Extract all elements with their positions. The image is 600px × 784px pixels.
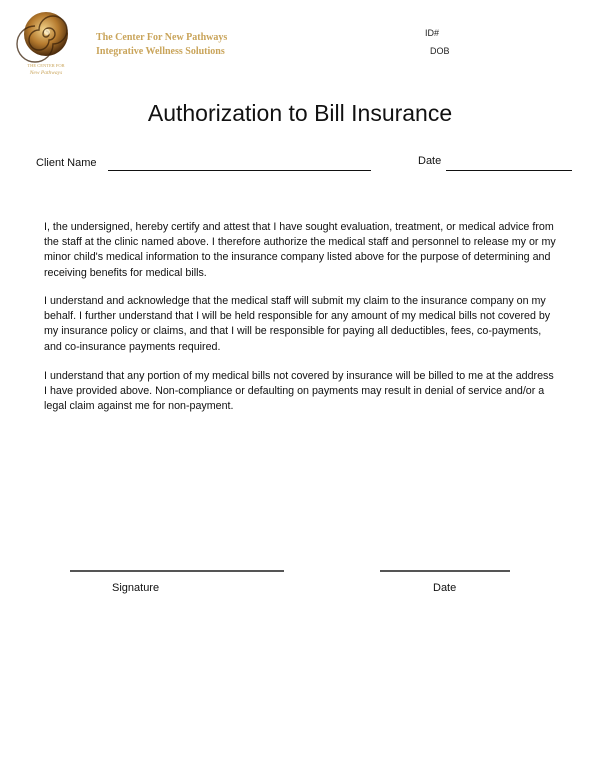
date-label: Date (418, 155, 442, 167)
billing-paragraph: I understand that any portion of my medical bills not covered by insurance will be billed to me at the address I have provided above. Non-compliance or defaulting on payments may result in denial of service and/or a legal claim against me for non-payment. (44, 370, 554, 413)
organization-name (96, 31, 227, 59)
responsibility-paragraph: I understand and acknowledge that the medical staff will submit my claim to the insurance company on my behalf. I further understand that I will be held responsible for any amount of my medical bills not covered by my insurance policy or claims, and that I will be responsible for paying all deductibles, fees, co-payments, and co-insurance payments required. (44, 295, 551, 353)
signature-label: Signature (112, 582, 160, 594)
logo-text-bottom: New Pathways (29, 70, 63, 76)
signature-date-label: Date (433, 582, 457, 594)
date-field[interactable] (446, 170, 572, 171)
org-tagline: Integrative Wellness Solutions (96, 46, 225, 57)
dob-label: DOB (430, 46, 450, 56)
form-title: Authorization to Bill Insurance (147, 100, 453, 126)
client-name-field[interactable] (108, 170, 371, 171)
authorization-paragraph: I, the undersigned, hereby certify and attest that I have sought evaluation, treatment, or medical advice from the staff at the clinic named above. I therefore authorize the medical staff and personnel to release my or my minor child's medical information to the insurance company listed above for the purpose of determining and receiving benefits for medical bills. (44, 221, 556, 279)
nautilus-logo-icon (14, 8, 90, 78)
org-name-line: The Center For New Pathways (96, 32, 228, 43)
logo (14, 8, 90, 78)
signature-date-field[interactable] (380, 570, 510, 572)
signature-field[interactable] (70, 570, 284, 572)
id-label: ID# (425, 28, 440, 38)
logo-text-top: THE CENTER FOR (27, 63, 65, 68)
client-name-label: Client Name (36, 157, 97, 169)
